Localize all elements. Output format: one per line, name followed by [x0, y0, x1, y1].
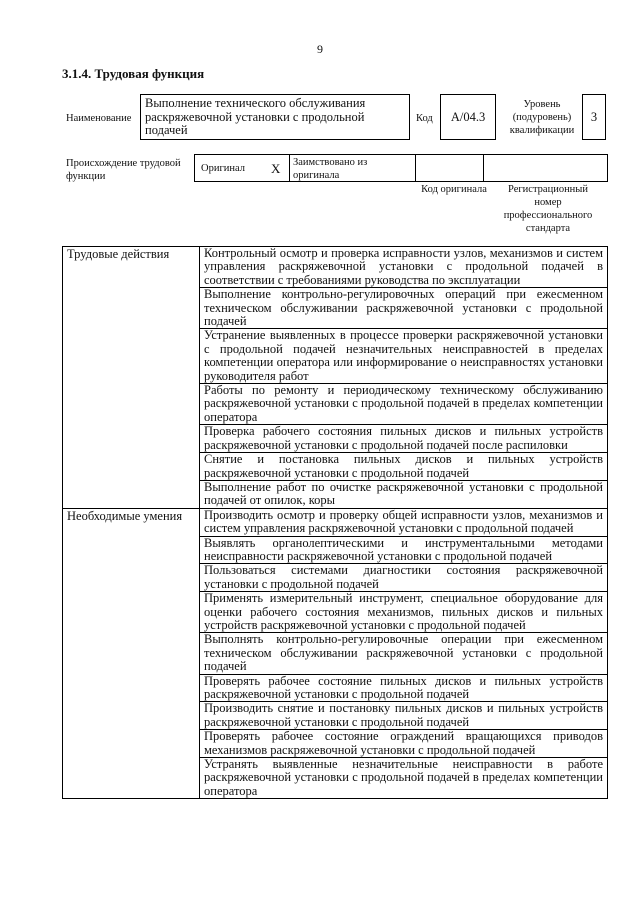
section-heading: Трудовые действия: [63, 247, 200, 509]
functions-table: [62, 246, 608, 799]
table-cell: Применять измерительный инструмент, специальное оборудование для оценки рабочего состояния механизмов, пильных дисков и пильных устройств раскряжевочной установки с продольной подачей: [200, 592, 608, 633]
table-row: [63, 247, 608, 288]
code-original-caption: Код оригинала: [421, 184, 487, 195]
table-cell: Проверять рабочее состояние ограждений вращающихся приводов механизмов раскряжевочной установки с продольной подачей: [200, 730, 608, 758]
level-label: Уровень (подуровень) квалификации: [509, 99, 575, 136]
registration-number-cell: [484, 154, 608, 182]
level-value: 3: [582, 94, 606, 140]
table-cell: Снятие и постановка пильных дисков и пильных устройств раскряжевочной установки с продольной подачей: [200, 453, 608, 481]
table-cell: Выявлять органолептическими и инструментальными методами неисправности раскряжевочной установки с продольной подачей: [200, 536, 608, 564]
table-cell: Производить осмотр и проверку общей исправности узлов, механизмов и систем управления раскряжевочной установки с продольной подачей: [200, 508, 608, 536]
page-number: 9: [317, 42, 323, 56]
section-heading: Необходимые умения: [63, 508, 200, 799]
origin-label: Происхождение трудовой функции: [66, 158, 181, 182]
table-cell: Выполнение работ по очистке раскряжевочной установки с продольной подачей от опилок, коры: [200, 480, 608, 508]
table-cell: Производить снятие и постановку пильных дисков и пильных устройств раскряжевочной установки с продольной подачей: [200, 702, 608, 730]
registration-number-caption: Регистрационный номер профессионального стандарта: [503, 184, 593, 234]
table-cell: Пользоваться системами диагностики состояния раскряжевочной установки с продольной подачей: [200, 564, 608, 592]
table-cell: Проверка рабочего состояния пильных дисков и пильных устройств раскряжевочной установки с продольной подачей после распиловки: [200, 425, 608, 453]
original-code-cell: [416, 154, 484, 182]
origin-row: [194, 154, 608, 182]
table-cell: Выполнять контрольно-регулировочные операции при ежесменном техническом обслуживании раскряжевочной установки с продольной подачей: [200, 633, 608, 674]
section-title: 3.1.4. Трудовая функция: [62, 66, 205, 81]
original-mark: X: [271, 160, 281, 176]
table-cell: Устранение выявленных в процессе проверки раскряжевочной установки с продольной подачей незначительных неисправностей в пределах компетенции оператора или информирование о неисправностях установки руководителя работ: [200, 329, 608, 384]
code-value: A/04.3: [440, 94, 496, 140]
borrowed-label: Заимствовано из оригинала: [290, 154, 416, 182]
name-value: Выполнение технического обслуживания раскряжевочной установки с продольной подачей: [140, 94, 410, 140]
table-cell: Контрольный осмотр и проверка исправности узлов, механизмов и систем управления раскряжевочной установки с продольной подачей в соответствии с требованиями руководства по эксплуатации: [200, 247, 608, 288]
original-cell: [194, 154, 290, 182]
table-cell: Устранять выявленные незначительные неисправности в работе раскряжевочной установки с продольной подачей в пределах компетенции оператора: [200, 758, 608, 799]
name-label: Наименование: [66, 113, 132, 124]
table-cell: Работы по ремонту и периодическому техническому обслуживанию раскряжевочной установки с продольной подачей в пределах компетенции оператора: [200, 384, 608, 425]
original-label: Оригинал: [201, 162, 245, 174]
table-row: [63, 508, 608, 536]
code-label: Код: [416, 113, 433, 124]
table-cell: Выполнение контрольно-регулировочных операций при ежесменном техническом обслуживании раскряжевочной установки с продольной подачей: [200, 288, 608, 329]
table-cell: Проверять рабочее состояние пильных дисков и пильных устройств раскряжевочной установки с продольной подачей: [200, 674, 608, 702]
